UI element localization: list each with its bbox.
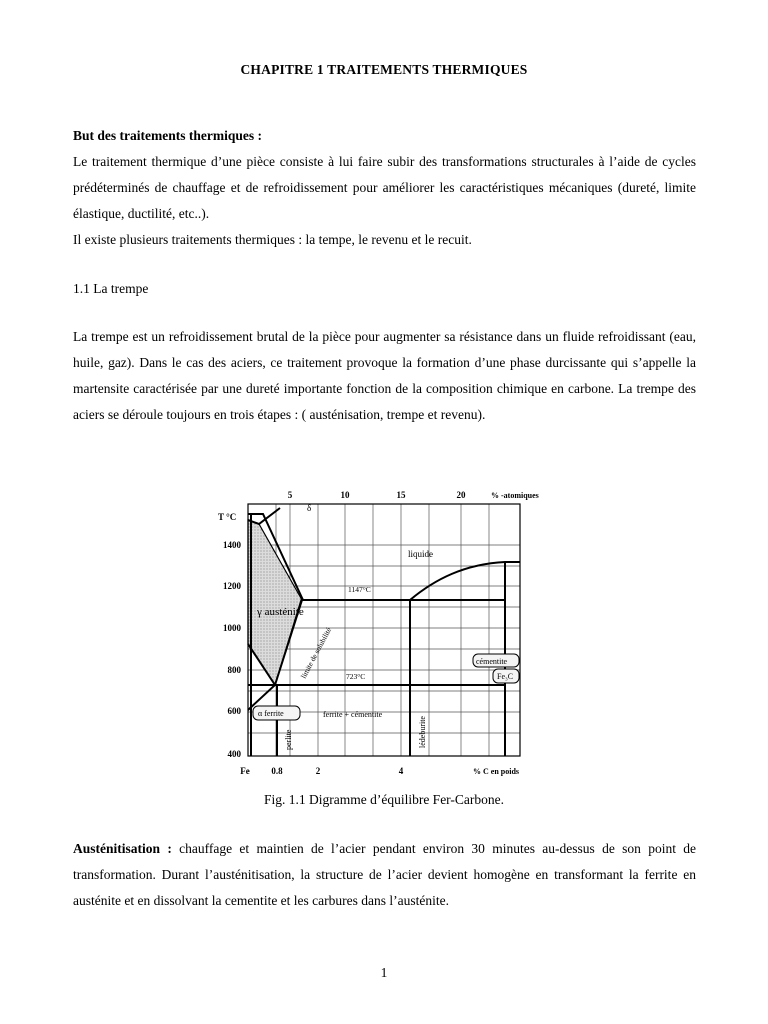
austenite-label: γ austénite [257,606,304,618]
cementite-label: cémentite [476,657,508,666]
delta-label: δ [307,503,312,513]
eutectoid-temp-label: 723°C [346,672,366,681]
y-tick-label: 1400 [223,540,241,550]
section-heading: But des traitements thermiques : [73,128,262,143]
top-tick-label: 15 [396,490,406,500]
x-tick-label: 2 [315,766,321,776]
x-axis-label: % C en poids [473,767,520,776]
y-tick-label: 400 [227,749,241,759]
ferrite-cementite-label: ferrite + cémentite [323,710,383,719]
x-tick-label: 4 [398,766,404,776]
paragraph: chauffage et maintien de l’acier pendant environ 30 minutes au-dessus de son point de transformation. Durant l’austénitisation, la structure de l’acier devient homogène en transformant la ferrite en austénite et en dissolvant la cementite et les carbures dans l’austénite. [73,841,696,908]
perlite-label: perlite [284,729,293,750]
iron-carbon-diagram [215,484,555,782]
solubility-label: limite de solubilité [298,626,334,680]
section-heading: 1.1 La trempe [73,281,149,296]
top-axis-label: % -atomiques [491,491,539,500]
top-tick-label: 20 [456,490,466,500]
paragraph: Il existe plusieurs traitements thermiques : la tempe, le revenu et le recuit. [73,232,472,247]
phase-diagram-svg [215,484,555,782]
paragraph: La trempe est un refroidissement brutal de la pièce pour augmenter sa résistance dans un fluide refroidissant (eau, huile, gaz). Dans le cas des aciers, ce traitement provoque la formation d’une phase durcissante qui s’appelle la martensite caractérisée par une dureté importante fonction de la composition chimique en carbone. La trempe des aciers se déroule toujours en trois étapes : ( austénisation, trempe et revenu). [73,329,696,422]
y-axis-label: T °C [218,512,237,522]
y-tick-label: 600 [227,706,241,716]
term-label: Austénitisation : [73,841,172,856]
section-trempe-paragraph [73,324,696,428]
eutectic-temp-label: 1147°C [348,585,371,594]
section-heading-trempe [73,276,696,302]
figure-caption: Fig. 1.1 Digramme d’équilibre Fer-Carbone. [263,792,505,807]
x-tick-label: 0.8 [271,766,283,776]
page-title: CHAPITRE 1 TRAITEMENTS THERMIQUES [240,62,528,77]
paragraph: Le traitement thermique d’une pièce consiste à lui faire subir des transformations structurales à l’aide de cycles prédéterminés de chauffage et de refroidissement pour améliorer les caractéristiques mécaniques (dureté, limite élastique, ductilité, etc..). [73,154,696,221]
top-tick-label: 5 [287,490,293,500]
top-tick-label: 10 [340,490,350,500]
y-tick-label: 1000 [223,623,241,633]
page-number: 1 [380,965,388,980]
fe3c-label: Fe₃C [497,672,514,681]
ledeburite-label: lédeburite [418,716,427,748]
y-tick-label: 1200 [223,581,241,591]
section-but [73,123,696,253]
liquide-label: liquide [408,549,433,559]
section-austenitisation [73,836,696,914]
ferrite-label: α ferrite [258,709,284,718]
x-tick-label: Fe [240,766,250,776]
y-tick-label: 800 [227,665,241,675]
